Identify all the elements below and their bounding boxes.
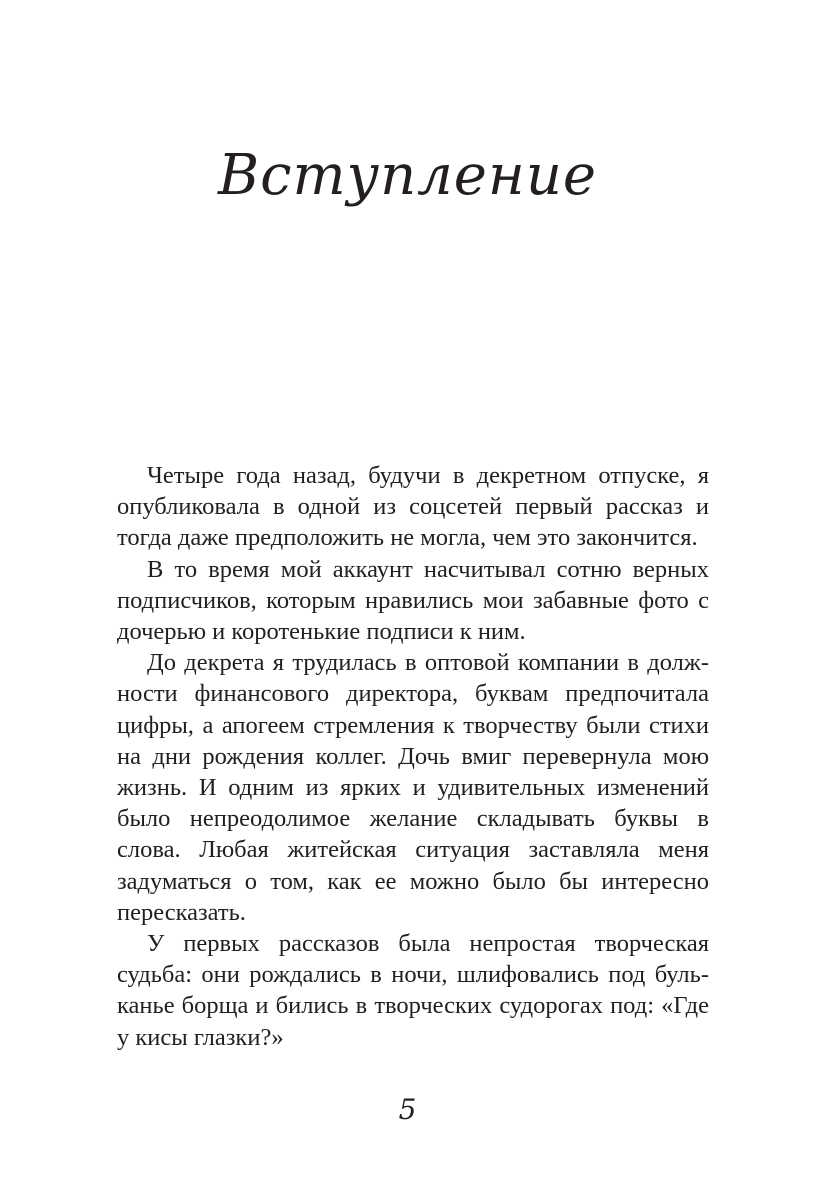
paragraph: До декрета я трудилась в оптовой компании в должности финансового директора, буквам предпочитала цифры, а апогеем стремления к творчеству были стихи на дни рождения коллег. Дочь вмиг перевернула мою жизнь. И одним из ярких и удивительных изменений было непреодолимое желание складывать буквы в слова. Любая житейская ситуация заставляла меня задуматься о том, как ее можно было бы интересно пересказать. bbox=[117, 649, 709, 926]
paragraph: У первых рассказов была непростая творческая судьба: они рождались в ночи, шлифовались под бульканье борща и бились в творческих судорогах под: «Где у кисы глазки?» bbox=[117, 930, 709, 1051]
chapter-body bbox=[117, 460, 709, 1053]
chapter-title: Вступление bbox=[217, 142, 598, 208]
paragraph: Четыре года назад, будучи в декретном отпуске, я опубликовала в одной из соцсетей первый рассказ и тогда даже предположить не могла, чем это закончится. bbox=[117, 462, 709, 552]
paragraph: В то время мой аккаунт насчитывал сотню верных подписчиков, которым нравились мои забавные фото с дочерью и коротенькие подписи к ним. bbox=[117, 555, 709, 646]
page-number: 5 bbox=[398, 1093, 417, 1126]
